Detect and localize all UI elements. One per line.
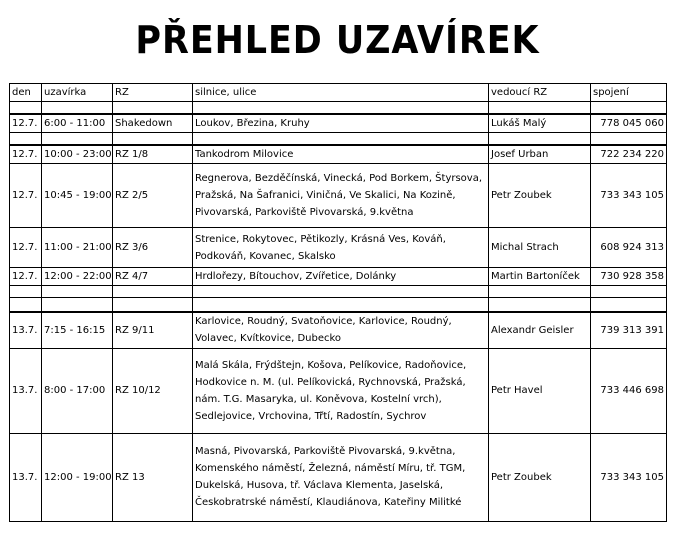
cell-vedouci: Michal Strach xyxy=(489,228,591,268)
cell-silnice: Tankodrom Milovice xyxy=(193,145,489,164)
cell-silnice: Regnerova, Bezděčínská, Vinecká, Pod Borkem, Štyrsova, Pražská, Na Šafranici, Viničná, Ve Skalici, Na Kozině, Pivovarská, Parkoviště Pivovarská, 9.května xyxy=(193,164,489,228)
header-silnice: silnice, ulice xyxy=(193,84,489,102)
table-header-row xyxy=(10,84,667,102)
cell-uzavirka: 8:00 - 17:00 xyxy=(42,348,113,433)
cell-rz: RZ 4/7 xyxy=(113,268,193,286)
cell-rz: RZ 9/11 xyxy=(113,312,193,348)
cell-uzavirka: 12:00 - 22:00 xyxy=(42,268,113,286)
cell-den: 12.7. xyxy=(10,228,42,268)
cell-spojeni: 722 234 220 xyxy=(591,145,667,164)
header-spojeni: spojení xyxy=(591,84,667,102)
cell-spojeni: 739 313 391 xyxy=(591,312,667,348)
cell-uzavirka: 6:00 - 11:00 xyxy=(42,114,113,133)
cell-den: 13.7. xyxy=(10,312,42,348)
cell-spojeni: 730 928 358 xyxy=(591,268,667,286)
empty-row xyxy=(10,133,667,146)
cell-uzavirka: 10:00 - 23:00 xyxy=(42,145,113,164)
cell-spojeni: 608 924 313 xyxy=(591,228,667,268)
cell-uzavirka: 7:15 - 16:15 xyxy=(42,312,113,348)
table-row xyxy=(10,228,667,268)
cell-uzavirka: 12:00 - 19:00 xyxy=(42,433,113,521)
cell-silnice: Hrdlořezy, Bítouchov, Zvířetice, Dolánky xyxy=(193,268,489,286)
empty-row xyxy=(10,298,667,313)
cell-silnice: Masná, Pivovarská, Parkoviště Pivovarská, 9.května, Komenského náměstí, Železná, náměstí Míru, tř. TGM, Dukelská, Husova, tř. Václava Klementa, Jaselská, Českobratrské náměstí, Klaudiánova, Kateřiny Militké xyxy=(193,433,489,521)
table-row xyxy=(10,164,667,228)
table-row xyxy=(10,348,667,433)
cell-spojeni: 733 446 698 xyxy=(591,348,667,433)
cell-den: 12.7. xyxy=(10,145,42,164)
cell-silnice: Loukov, Březina, Kruhy xyxy=(193,114,489,133)
page-title: PŘEHLED UZAVÍREK xyxy=(135,18,540,62)
cell-vedouci: Petr Zoubek xyxy=(489,164,591,228)
cell-silnice: Strenice, Rokytovec, Pětikozly, Krásná Ves, Kováň, Podkováň, Kovanec, Skalsko xyxy=(193,228,489,268)
table-row xyxy=(10,268,667,286)
empty-row xyxy=(10,286,667,298)
cell-den: 12.7. xyxy=(10,164,42,228)
cell-rz: RZ 13 xyxy=(113,433,193,521)
cell-uzavirka: 10:45 - 19:00 xyxy=(42,164,113,228)
cell-spojeni: 733 343 105 xyxy=(591,433,667,521)
table-row xyxy=(10,145,667,164)
cell-vedouci: Petr Havel xyxy=(489,348,591,433)
table-row xyxy=(10,114,667,133)
cell-rz: RZ 10/12 xyxy=(113,348,193,433)
table-row xyxy=(10,433,667,521)
cell-rz: RZ 2/5 xyxy=(113,164,193,228)
cell-vedouci: Lukáš Malý xyxy=(489,114,591,133)
header-rz: RZ xyxy=(113,84,193,102)
cell-vedouci: Petr Zoubek xyxy=(489,433,591,521)
cell-spojeni: 733 343 105 xyxy=(591,164,667,228)
table-row xyxy=(10,312,667,348)
cell-den: 12.7. xyxy=(10,268,42,286)
cell-vedouci: Josef Urban xyxy=(489,145,591,164)
cell-den: 13.7. xyxy=(10,433,42,521)
cell-silnice: Malá Skála, Frýdštejn, Košova, Pelíkovice, Radoňovice, Hodkovice n. M. (ul. Pelíkovická, Rychnovská, Pražská, nám. T.G. Masaryka, ul. Koněvova, Kostelní vrch), Sedlejovice, Vrchovina, Třtí, Radostín, Sychrov xyxy=(193,348,489,433)
cell-rz: RZ 3/6 xyxy=(113,228,193,268)
header-vedouci: vedoucí RZ xyxy=(489,84,591,102)
cell-rz: RZ 1/8 xyxy=(113,145,193,164)
header-uzavirka: uzavírka xyxy=(42,84,113,102)
empty-row xyxy=(10,102,667,115)
cell-vedouci: Martin Bartoníček xyxy=(489,268,591,286)
closures-table xyxy=(9,83,667,522)
cell-silnice: Karlovice, Roudný, Svatoňovice, Karlovice, Roudný, Volavec, Kvítkovice, Dubecko xyxy=(193,312,489,348)
cell-spojeni: 778 045 060 xyxy=(591,114,667,133)
cell-den: 13.7. xyxy=(10,348,42,433)
cell-den: 12.7. xyxy=(10,114,42,133)
cell-uzavirka: 11:00 - 21:00 xyxy=(42,228,113,268)
cell-rz: Shakedown xyxy=(113,114,193,133)
header-den: den xyxy=(10,84,42,102)
cell-vedouci: Alexandr Geisler xyxy=(489,312,591,348)
